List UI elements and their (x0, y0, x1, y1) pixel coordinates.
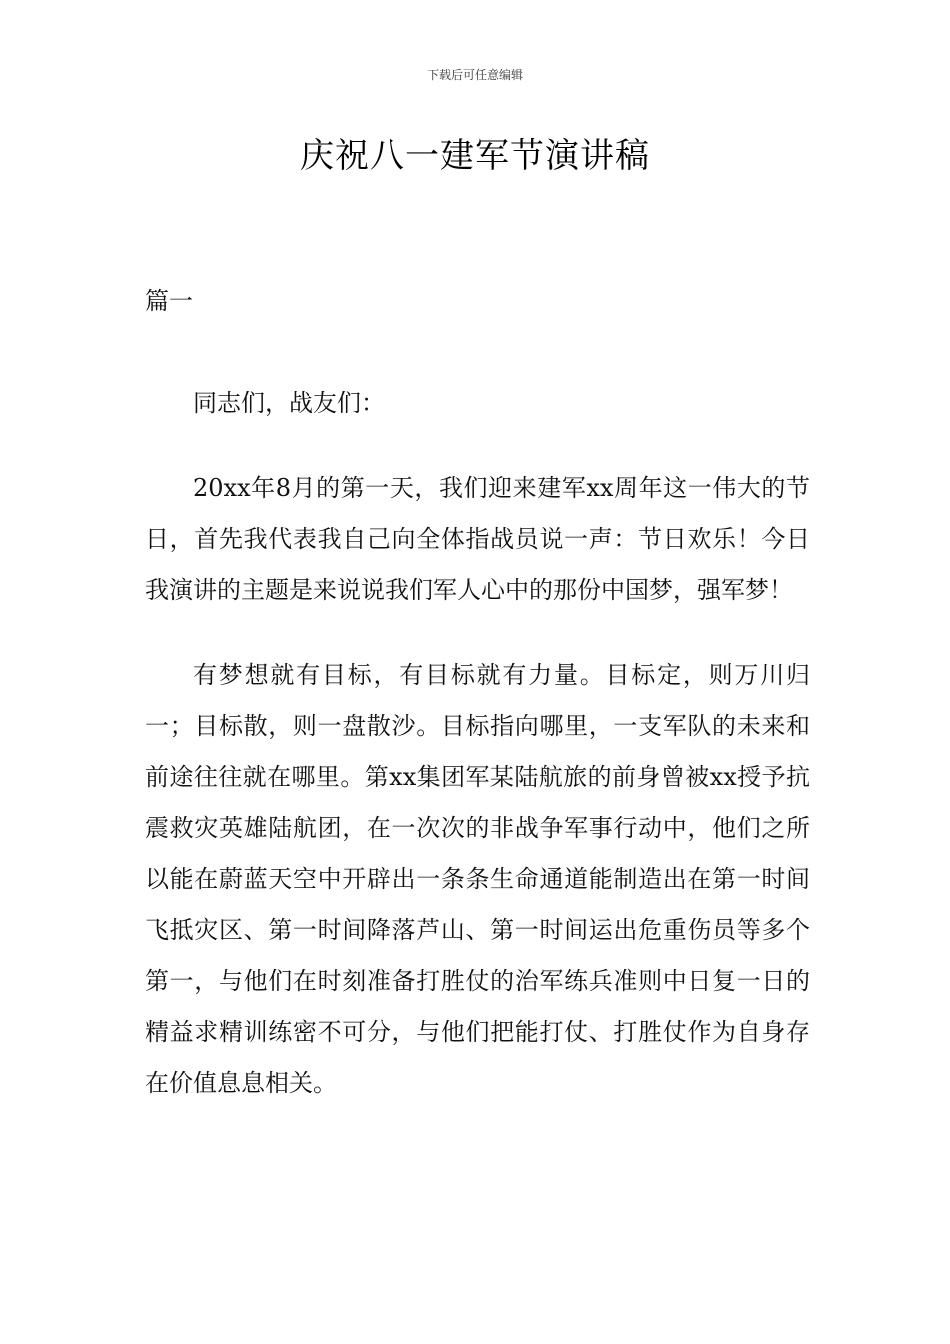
header-note: 下载后可任意编辑 (426, 68, 523, 82)
document-title: 庆祝八一建军节演讲稿 (300, 136, 650, 176)
paragraph-opening: 20xx年8月的第一天，我们迎来建军xx周年这一伟大的节日，首先我代表我自己向全体指战员说一声：节日欢乐！今日我演讲的主题是来说说我们军人心中的那份中国梦，强军梦！ (145, 474, 810, 604)
body-content (145, 378, 810, 1143)
paragraph-greeting: 同志们，战友们： (193, 389, 385, 417)
section-label: 篇一 (145, 287, 193, 315)
paragraph-main: 有梦想就有目标，有目标就有力量。目标定，则万川归一；目标散，则一盘散沙。目标指向哪里，一支军队的未来和前途往往就在哪里。第xx集团军某陆航旅的前身曾被xx授予抗震救灾英雄陆航团，在一次次的非战争军事行动中，他们之所以能在蔚蓝天空中开辟出一条条生命通道能制造出在第一时间飞抵灾区、第一时间降落芦山、第一时间运出危重伤员等多个第一，与他们在时刻准备打胜仗的治军练兵准则中日复一日的精益求精训练密不可分，与他们把能打仗、打胜仗作为自身存在价值息息相关。 (145, 661, 810, 1097)
